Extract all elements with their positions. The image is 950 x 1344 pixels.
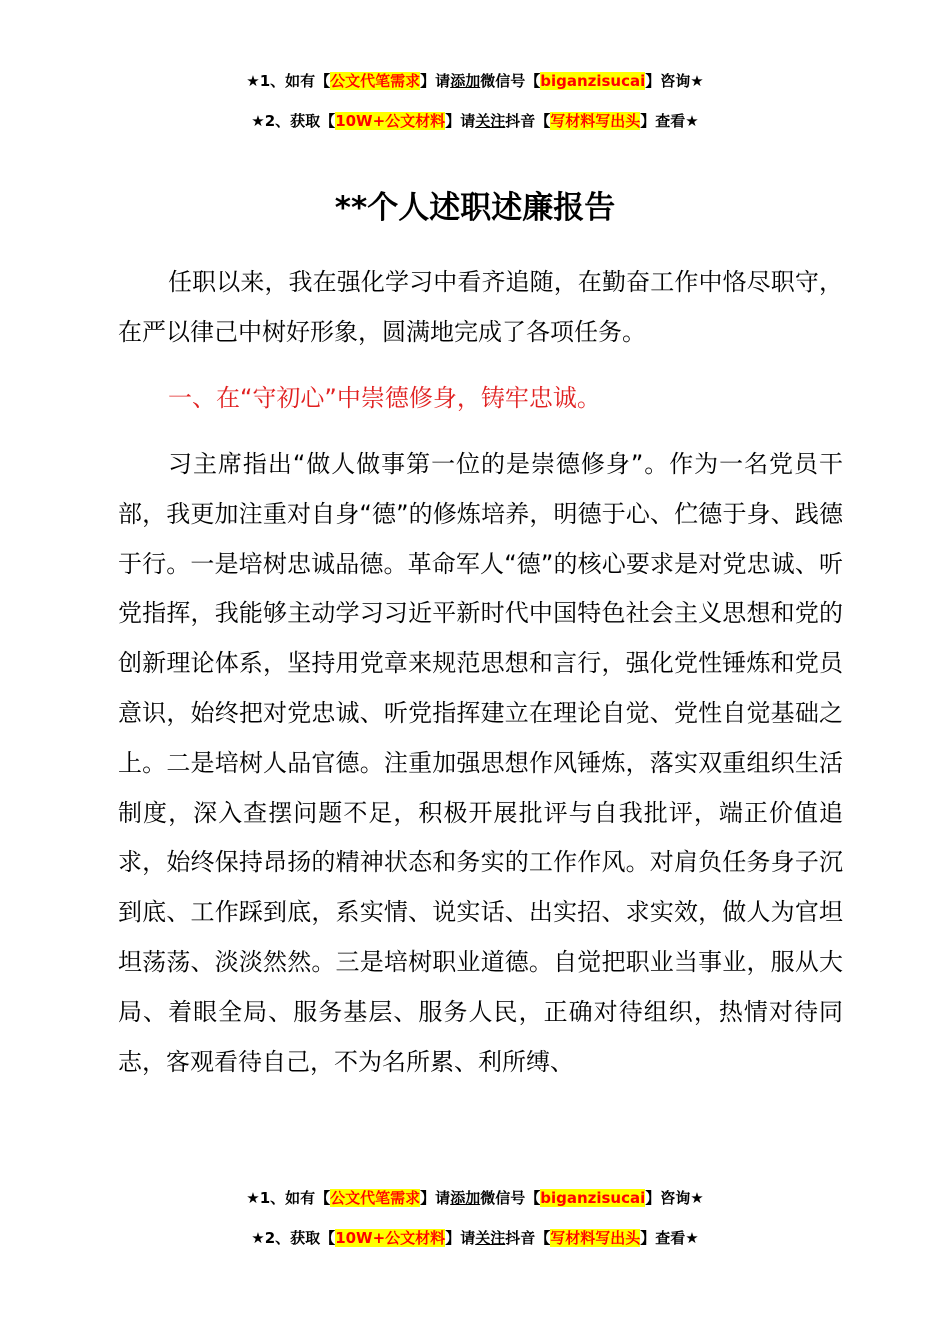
underlined-text: 关注: [475, 1229, 506, 1247]
document-title: **个人述职述廉报告: [334, 190, 616, 226]
douyin-account[interactable]: 写材料写出头: [550, 1229, 641, 1247]
banner-text: ★2、获取【: [251, 1229, 336, 1247]
banner-text: 】请: [420, 72, 451, 90]
banner-text: 】查看★: [640, 1229, 699, 1247]
banner-text: ★1、如有【: [246, 1189, 331, 1207]
banner-line-2: [0, 1227, 950, 1249]
underlined-text: 添加: [450, 72, 481, 90]
banner-text: 】请: [420, 1189, 451, 1207]
section-body-paragraph: 习主席指出“做人做事第一位的是崇德修身”。作为一名党员干部，我更加注重对自身“德”的修炼培养，明德于心、伫德于身、践德于行。一是培树忠诚品德。革命军人“德”的核心要求是对党忠诚、听党指挥，我能够主动学习习近平新时代中国特色社会主义思想和党的创新理论体系，坚持用党章来规范思想和言行，强化党性锤炼和党员意识，始终把对党忠诚、听党指挥建立在理论自觉、党性自觉基础之上。二是培树人品官德。注重加强思想作风锤炼，落实双重组织生活制度，深入查摆问题不足，积极开展批评与自我批评，端正价值追求，始终保持昂扬的精神状态和务实的工作作风。对肩负任务身子沉到底、工作踩到底，系实情、说实话、出实招、求实效，做人为官坦坦荡荡、淡淡然然。三是培树职业道德。自觉把职业当事业，服从大局、着眼全局、服务基层、服务人民，正确对待组织，热情对待同志，客观看待自己，不为名所累、利所缚、: [118, 450, 843, 1076]
highlight-materials: 10W+公文材料: [335, 112, 446, 130]
banner-text: ★1、如有【: [246, 72, 331, 90]
wechat-id[interactable]: biganzisucai: [540, 72, 646, 90]
banner-text: 】查看★: [640, 112, 699, 130]
banner-text: 微信号【: [480, 72, 541, 90]
banner-text: ★2、获取【: [251, 112, 336, 130]
banner-line-2: [0, 110, 950, 132]
douyin-account[interactable]: 写材料写出头: [550, 112, 641, 130]
banner-text: 抖音【: [505, 1229, 551, 1247]
highlight-service: 公文代笔需求: [330, 72, 421, 90]
underlined-text: 添加: [450, 1189, 481, 1207]
banner-text: 】咨询★: [645, 1189, 704, 1207]
wechat-id[interactable]: biganzisucai: [540, 1189, 646, 1207]
highlight-service: 公文代笔需求: [330, 1189, 421, 1207]
underlined-text: 关注: [475, 112, 506, 130]
banner-text: 】请: [445, 1229, 476, 1247]
banner-line-1: [0, 70, 950, 92]
banner-text: 微信号【: [480, 1189, 541, 1207]
banner-text: 】请: [445, 112, 476, 130]
banner-text: 】咨询★: [645, 72, 704, 90]
section-heading: 一、在“守初心”中崇德修身，铸牢忠诚。: [168, 384, 601, 412]
banner-text: 抖音【: [505, 112, 551, 130]
intro-paragraph: 任职以来，我在强化学习中看齐追随，在勤奋工作中恪尽职守，在严以律己中树好形象，圆满地完成了各项任务。: [118, 268, 843, 346]
highlight-materials: 10W+公文材料: [335, 1229, 446, 1247]
banner-line-1: [0, 1187, 950, 1209]
